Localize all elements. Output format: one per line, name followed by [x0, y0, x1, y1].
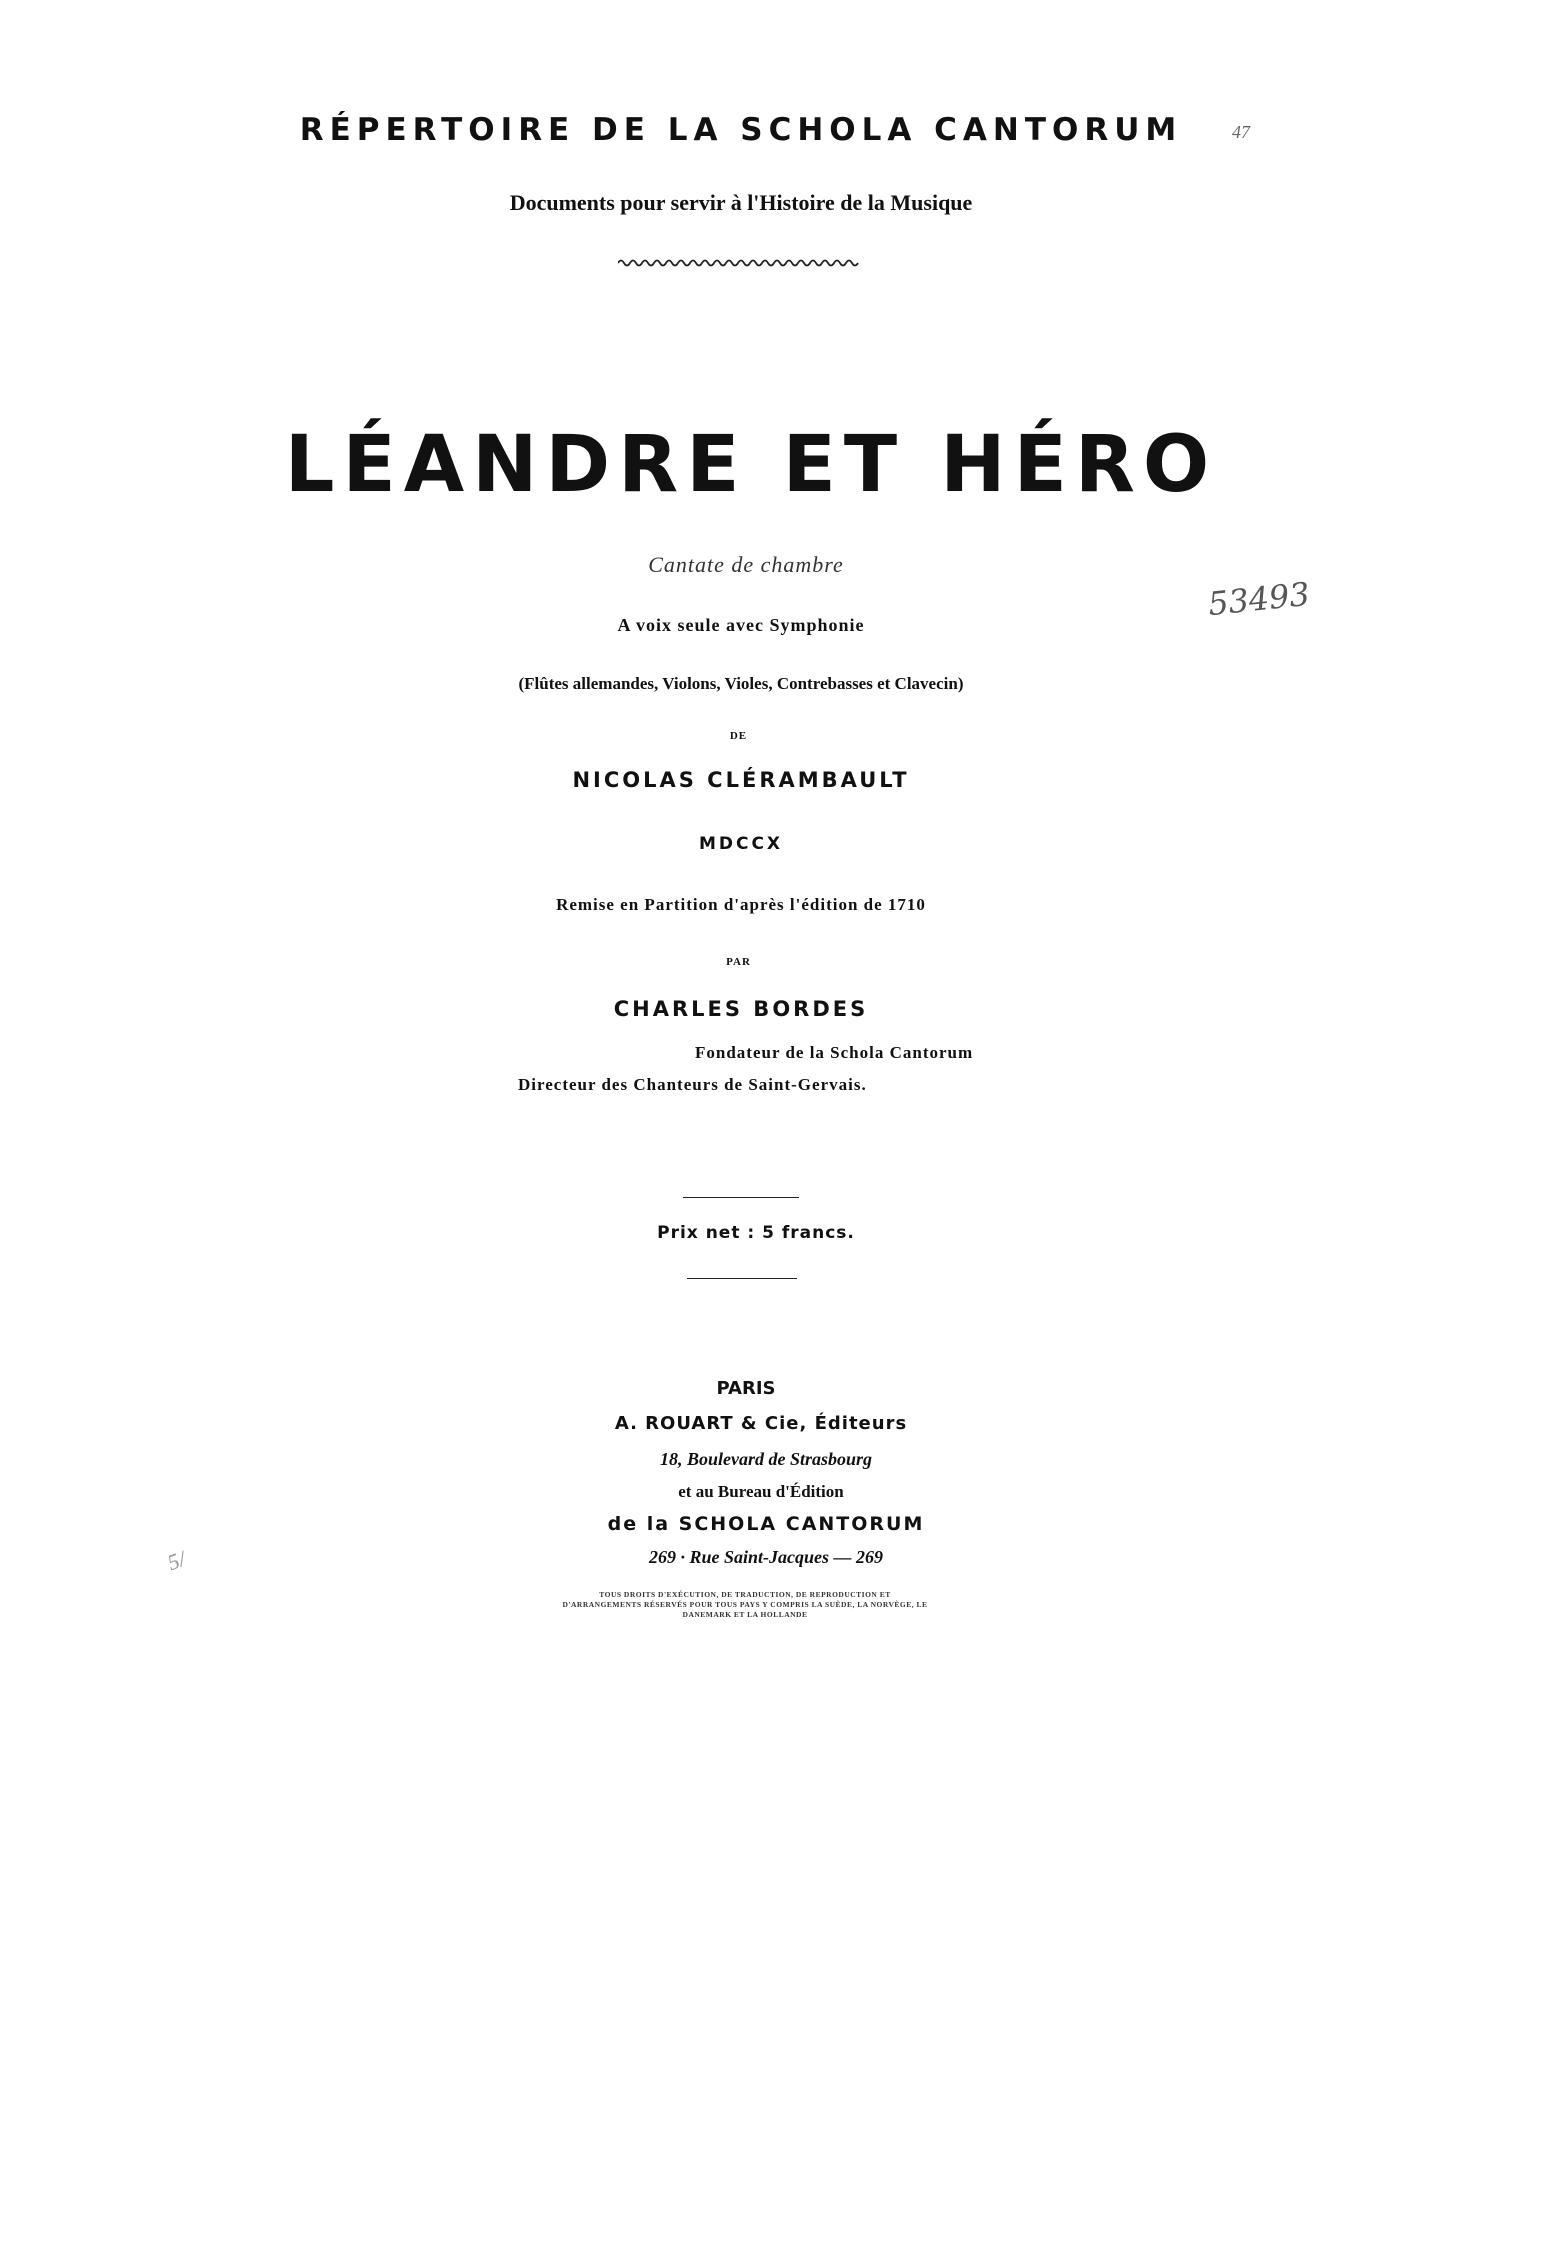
divider-bottom	[687, 1278, 797, 1279]
series-title: RÉPERTOIRE DE LA SCHOLA CANTORUM	[299, 112, 1183, 148]
corner-mark-handwritten: 47	[1232, 122, 1250, 142]
wavy-ornament	[618, 258, 862, 268]
margin-mark-handwritten: 5/	[164, 1545, 189, 1576]
editor-role-founder: Fondateur de la Schola Cantorum	[695, 1043, 974, 1062]
divider-top	[683, 1197, 799, 1198]
par-label: PAR	[726, 956, 751, 968]
work-voice: A voix seule avec Symphonie	[617, 615, 865, 635]
edition-note: Remise en Partition d'après l'édition de 1710	[556, 895, 926, 914]
editor-role-director: Directeur des Chanteurs de Saint-Gervais.	[518, 1075, 867, 1094]
imprint-address: 18, Boulevard de Strasbourg	[659, 1449, 873, 1469]
imprint-city: PARIS	[716, 1378, 776, 1399]
work-genre: Cantate de chambre	[648, 552, 844, 577]
editor-name: CHARLES BORDES	[613, 997, 869, 1021]
imprint-street: 269 · Rue Saint-Jacques — 269	[648, 1547, 884, 1567]
series-subtitle: Documents pour servir à l'Histoire de la Musique	[509, 190, 973, 215]
imprint-schola: de la SCHOLA CANTORUM	[607, 1513, 925, 1535]
imprint-publisher: A. ROUART & Cie, Éditeurs	[614, 1413, 908, 1434]
by-label: DE	[729, 730, 748, 742]
work-year: MDCCX	[698, 834, 784, 854]
work-title: LÉANDRE ET HÉRO	[284, 420, 1218, 510]
price: Prix net : 5 francs.	[657, 1223, 855, 1243]
rights-notice: TOUS DROITS D'EXÉCUTION, DE TRADUCTION, DE REPRODUCTION ET D'ARRANGEMENTS RÉSERVÉS POUR TOUS PAYS Y COMPRIS LA SUÈDE, LA NORVÈGE, LE DANEMARK ET LA HOLLANDE	[562, 1590, 928, 1619]
composer-name: NICOLAS CLÉRAMBAULT	[572, 768, 910, 792]
catalog-number-handwritten: 53493	[1206, 574, 1312, 624]
imprint-bureau: et au Bureau d'Édition	[678, 1482, 844, 1501]
work-instruments: (Flûtes allemandes, Violons, Violes, Contrebasses et Clavecin)	[518, 674, 964, 693]
